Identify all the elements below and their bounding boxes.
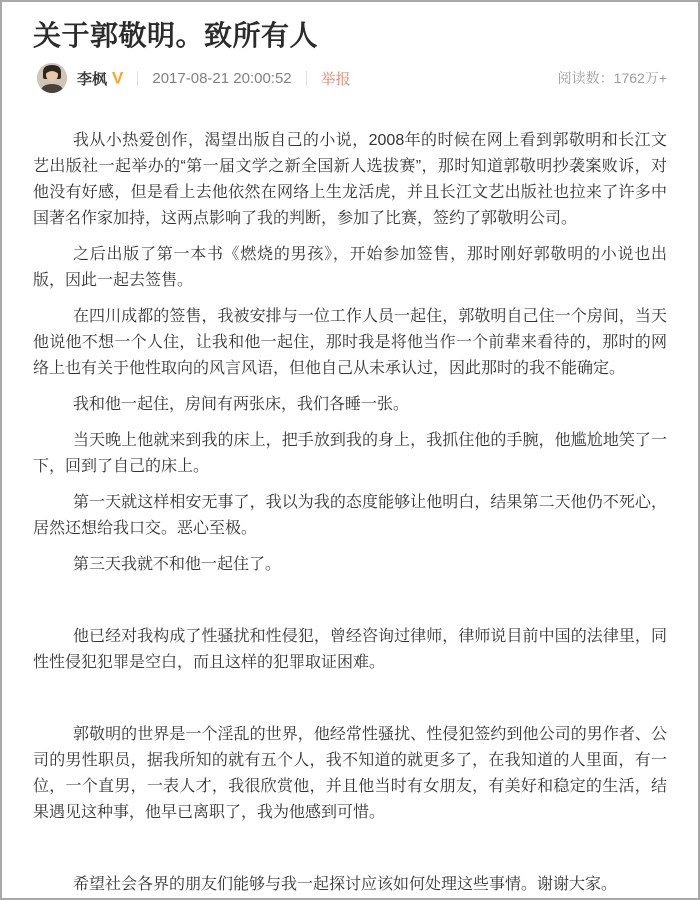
verified-v-badge-icon: V	[112, 68, 124, 88]
read-count-label: 阅读数：	[557, 70, 614, 86]
article-paragraph: 郭敬明的世界是一个淫乱的世界，他经常性骚扰、性侵犯签约到他公司的男作者、公司的男性职员，据我所知的就有五个人，我不知道的就更多了，在我知道的人里面，有一位，一个直男，一表人才，我很欣赏他，并且他当时有女朋友，有美好和稳定的生活，结果遇见这种事，他早已离职了，我为他感到可惜。	[33, 726, 667, 821]
author-name[interactable]: 李枫	[77, 70, 108, 88]
article-paragraph: 希望社会各界的朋友们能够与我一起探讨应该如何处理这些事情。谢谢大家。	[73, 876, 618, 893]
avatar-photo-icon	[37, 63, 67, 93]
article-header	[2, 2, 698, 93]
meta-divider	[306, 71, 307, 86]
article-paragraph-blank	[33, 686, 667, 712]
author-meta-row	[33, 63, 667, 93]
article-paragraph: 我和他一起住，房间有两张床，我们各睡一张。	[73, 396, 410, 413]
read-count-value: 1762万+	[613, 70, 667, 86]
article-body	[2, 93, 698, 898]
article-paragraph: 当天晚上他就来到我的床上，把手放到我的身上，我抓住他的手腕，他尴尬地笑了一下，回到了自己的床上。	[33, 432, 667, 475]
meta-divider	[137, 71, 138, 86]
article-paragraph: 我从小热爱创作，渴望出版自己的小说，2008年的时候在网上看到郭敬明和长江文艺出版社一起举办的“第一届文学之新全国新人选拔赛”，那时知道郭敬明抄袭案败诉，对他没有好感，但是看上去他依然在网络上生龙活虎，并且长江文艺出版社也拉来了许多中国著名作家加持，这两点影响了我的判断，参加了比赛，签约了郭敬明公司。	[33, 132, 667, 227]
post-time: 2017-08-21 20:00:52	[152, 69, 292, 87]
article-paragraph: 第一天就这样相安无事了，我以为我的态度能够让他明白，结果第二天他仍不死心，居然还想给我口交。恶心至极。	[33, 494, 667, 537]
article-paragraph-blank	[33, 588, 667, 614]
article-paragraph-blank	[33, 836, 667, 862]
read-count	[558, 68, 667, 88]
article-paragraph: 之后出版了第一本书《燃烧的男孩》，开始参加签售，那时刚好郭敬明的小说也出版，因此一起去签售。	[33, 246, 667, 289]
article-paragraph: 他已经对我构成了性骚扰和性侵犯，曾经咨询过律师，律师说目前中国的法律里，同性性侵犯犯罪是空白，而且这样的犯罪取证困难。	[33, 628, 667, 671]
report-link[interactable]: 举报	[320, 70, 351, 88]
author-avatar[interactable]	[37, 63, 67, 93]
article-paragraph: 第三天我就不和他一起住了。	[73, 556, 282, 573]
article-paragraph: 在四川成都的签售，我被安排与一位工作人员一起住，郭敬明自己住一个房间，当天他说他不想一个人住，让我和他一起住，那时我是将他当作一个前辈来看待的，那时的网络上也有关于他性取向的风言风语，但他自己从未承认过，因此那时的我不能确定。	[33, 308, 667, 377]
page-title: 关于郭敬明。致所有人	[33, 20, 319, 51]
